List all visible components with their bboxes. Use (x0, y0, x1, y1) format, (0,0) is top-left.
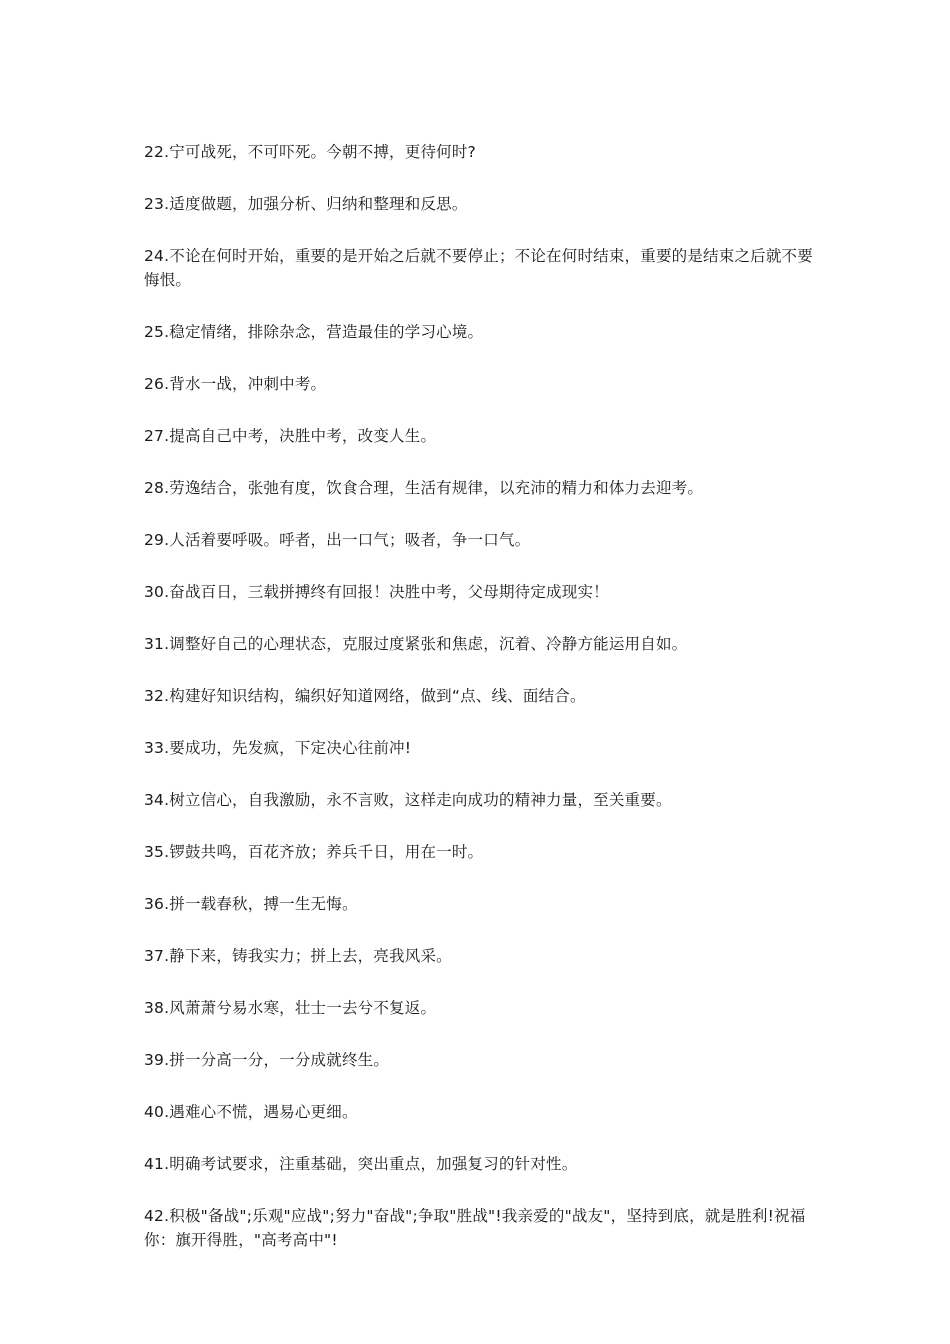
list-item-26: 26.背水一战，冲刺中考。 (144, 375, 327, 393)
list-item-27: 27.提高自己中考，决胜中考，改变人生。 (144, 427, 437, 445)
list-item-40: 40.遇难心不慌，遇易心更细。 (144, 1103, 358, 1121)
list-item-42: 42.积极"备战";乐观"应战";努力"奋战";争取"胜战"!我亲爱的"战友"，坚持到底，就是胜利!祝福你：旗开得胜，"高考高中"! (144, 1207, 806, 1249)
list-item-38: 38.风萧萧兮易水寒，壮士一去兮不复返。 (144, 999, 437, 1017)
list-item-34: 34.树立信心，自我激励，永不言败，这样走向成功的精神力量，至关重要。 (144, 791, 672, 809)
list-item-32: 32.构建好知识结构，编织好知道网络，做到“点、线、面结合。 (144, 687, 586, 705)
document-body (144, 140, 814, 1280)
list-item-30: 30.奋战百日，三载拼搏终有回报！决胜中考，父母期待定成现实！ (144, 583, 609, 601)
list-item-31: 31.调整好自己的心理状态，克服过度紧张和焦虑，沉着、冷静方能运用自如。 (144, 635, 688, 653)
list-item-35: 35.锣鼓共鸣，百花齐放；养兵千日，用在一时。 (144, 843, 484, 861)
list-item-39: 39.拼一分高一分，一分成就终生。 (144, 1051, 390, 1069)
list-item-36: 36.拼一载春秋，搏一生无悔。 (144, 895, 358, 913)
list-item-22: 22.宁可战死，不可吓死。今朝不搏，更待何时? (144, 143, 476, 161)
list-item-33: 33.要成功，先发疯，下定决心往前冲! (144, 739, 412, 757)
list-item-28: 28.劳逸结合，张弛有度，饮食合理，生活有规律，以充沛的精力和体力去迎考。 (144, 479, 704, 497)
list-item-41: 41.明确考试要求，注重基础，突出重点，加强复习的针对性。 (144, 1155, 578, 1173)
list-item-29: 29.人活着要呼吸。呼者，出一口气；吸者，争一口气。 (144, 531, 531, 549)
list-item-37: 37.静下来，铸我实力；拼上去，亮我风采。 (144, 947, 452, 965)
list-item-25: 25.稳定情绪，排除杂念，营造最佳的学习心境。 (144, 323, 484, 341)
list-item-24: 24.不论在何时开始，重要的是开始之后就不要停止；不论在何时结束，重要的是结束之后就不要悔恨。 (144, 247, 813, 289)
list-item-23: 23.适度做题，加强分析、归纳和整理和反思。 (144, 195, 468, 213)
